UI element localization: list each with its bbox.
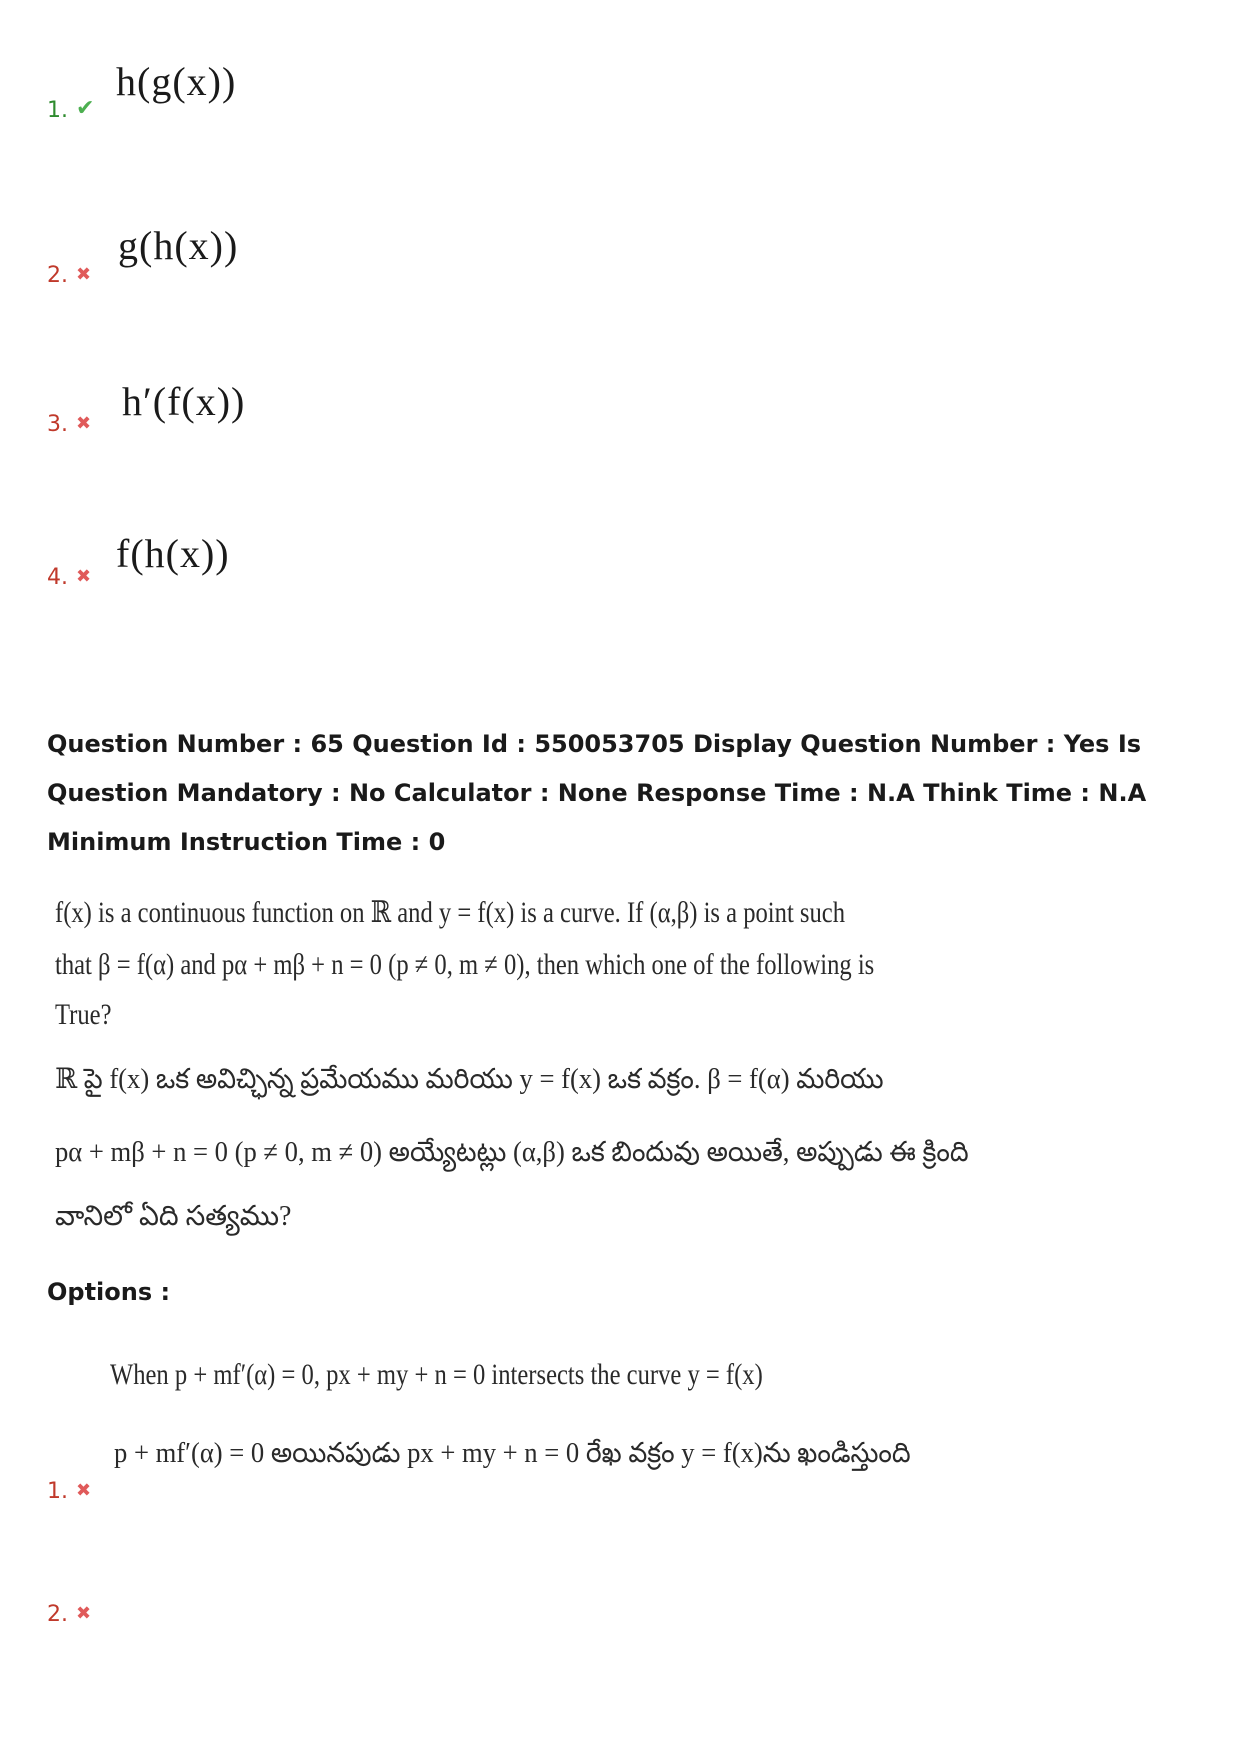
question-english-line-1: f(x) is a continuous function on ℝ and y = f(x) is a curve. If (α,β) is a point such xyxy=(55,896,846,929)
check-icon: ✔ xyxy=(76,96,95,121)
cross-icon: ✖ xyxy=(76,413,92,434)
option-2-number: 2. ✖ xyxy=(47,263,92,288)
question-telugu-line-1: ℝ పై f(x) ఒక అవిచ్ఛిన్న ప్రమేయము మరియు y = f(x) ఒక వక్రం. β = f(α) మరియు xyxy=(55,1064,884,1095)
option-1-english: When p + mf′(α) = 0, px + my + n = 0 intersects the curve y = f(x) xyxy=(110,1358,763,1391)
question-telugu-line-3: వానిలో ఏది సత్యము? xyxy=(55,1201,292,1232)
option-1-number: 1. ✔ xyxy=(47,96,95,123)
option-4-expression: f(h(x)) xyxy=(116,531,230,576)
option-1-expression: h(g(x)) xyxy=(116,59,237,104)
option-2-expression: g(h(x)) xyxy=(118,223,239,268)
question-english-line-3: True? xyxy=(55,998,112,1031)
question-telugu-line-2: pα + mβ + n = 0 (p ≠ 0, m ≠ 0) అయ్యేటట్లు (α,β) ఒక బిందువు అయితే, అప్పుడు ఈ క్రింది xyxy=(55,1137,969,1168)
cross-icon: ✖ xyxy=(76,1603,92,1624)
option-3-expression: h′(f(x)) xyxy=(122,379,246,424)
option-1-number: 1. ✖ xyxy=(47,1479,92,1504)
question-meta: Question Number : 65 Question Id : 550053705 Display Question Number : Yes Is Question Mandatory : No Calculator : None Response Time : N.A Think Time : N.A Minimum Instruction Time : 0 xyxy=(47,730,1147,856)
option-2-number: 2. ✖ xyxy=(47,1602,92,1627)
options-label: Options : xyxy=(47,1278,171,1306)
option-3-number: 3. ✖ xyxy=(47,412,92,437)
cross-icon: ✖ xyxy=(76,566,92,587)
option-4-number: 4. ✖ xyxy=(47,565,92,590)
option-1-telugu: p + mf′(α) = 0 అయినపుడు px + my + n = 0 రేఖ వక్రం y = f(x)ను ఖండిస్తుంది xyxy=(114,1438,911,1469)
question-english-line-2: that β = f(α) and pα + mβ + n = 0 (p ≠ 0, m ≠ 0), then which one of the following is xyxy=(55,948,875,981)
cross-icon: ✖ xyxy=(76,1480,92,1501)
cross-icon: ✖ xyxy=(76,264,92,285)
